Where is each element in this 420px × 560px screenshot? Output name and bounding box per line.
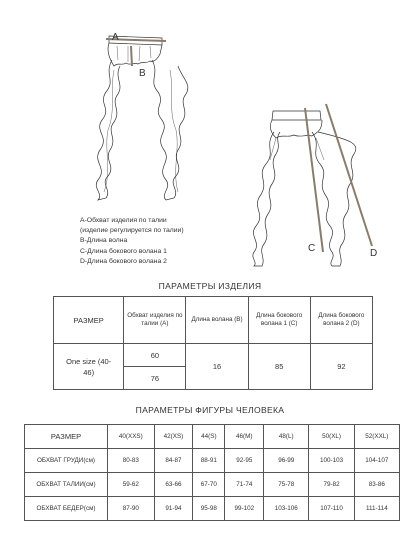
table-cell: 84-87: [154, 449, 193, 473]
table-cell: 71-74: [225, 473, 264, 497]
table-cell: 59-62: [108, 473, 155, 497]
header-ruffle: Длина волана (B): [186, 297, 248, 344]
table-cell: 99-102: [225, 497, 264, 521]
table-row: [54, 344, 373, 367]
table-header-row: [25, 425, 400, 449]
legend-item-b: B-Длина волна: [80, 237, 128, 245]
label-d: D: [370, 248, 378, 259]
waist-max-cell: 76: [124, 367, 186, 390]
table-cell: 103-106: [264, 497, 309, 521]
label-a: A: [112, 32, 119, 43]
row-label: ОБХВАТ БЕДЕР(см): [25, 497, 108, 521]
legend-item-c: C-Длина бокового волана 1: [80, 247, 167, 255]
row-label: ОБХВАТ ТАЛИИ(см): [25, 473, 108, 497]
table-cell: 95-98: [193, 497, 225, 521]
header-size: РАЗМЕР: [25, 425, 108, 449]
size-value: One size (40-46): [66, 356, 112, 377]
product-params-title: ПАРАМЕТРЫ ИЗДЕЛИЯ: [158, 281, 262, 291]
table-cell: 91-94: [154, 497, 193, 521]
table-row: [25, 449, 400, 473]
measurement-legend: [80, 216, 184, 267]
back-view-drawing: [253, 111, 356, 266]
table-cell: 83-86: [354, 473, 399, 497]
header-size: РАЗМЕР: [54, 297, 124, 344]
table-cell: 111-114: [354, 497, 399, 521]
table-row: [25, 497, 400, 521]
legend-item-a-note: (изделие регулируется по талии): [80, 227, 184, 235]
table-cell: 80-83: [108, 449, 155, 473]
size-header: 50(XL): [309, 425, 354, 449]
product-params-table: [53, 296, 373, 390]
size-header: 52(XXL): [354, 425, 399, 449]
label-b: B: [139, 68, 146, 79]
body-params-table: [24, 424, 400, 521]
measure-line-d: [326, 104, 372, 246]
table-cell: 88-91: [193, 449, 225, 473]
side2-cell: 92: [310, 344, 372, 390]
row-label: ОБХВАТ ГРУДИ(см): [25, 449, 108, 473]
legend-item-d: D-Длина бокового волана 2: [80, 257, 167, 265]
label-c: C: [308, 243, 316, 254]
size-header: 48(L): [264, 425, 309, 449]
measure-line-b: [131, 46, 132, 66]
size-header: 46(M): [225, 425, 264, 449]
table-cell: 100-103: [309, 449, 354, 473]
header-side1: Длина бокового волана 1 (С): [248, 297, 310, 344]
table-cell: 63-66: [154, 473, 193, 497]
measure-line-c: [305, 108, 323, 252]
side1-cell: 85: [248, 344, 310, 390]
size-header: 42(XS): [154, 425, 193, 449]
ruffle-cell: 16: [186, 344, 248, 390]
table-row: [25, 473, 400, 497]
table-cell: 96-99: [264, 449, 309, 473]
table-header-row: [54, 297, 373, 344]
front-view-drawing: [96, 36, 188, 200]
table-cell: 79-82: [309, 473, 354, 497]
header-waist: Обхват изделия по талии (А): [124, 297, 186, 344]
table-cell: 87-90: [108, 497, 155, 521]
size-header: 44(S): [193, 425, 225, 449]
table-cell: 104-107: [354, 449, 399, 473]
body-params-title: ПАРАМЕТРЫ ФИГУРЫ ЧЕЛОВЕКА: [135, 405, 285, 415]
table-cell: 92-95: [225, 449, 264, 473]
table-cell: 107-110: [309, 497, 354, 521]
waist-min-cell: 60: [124, 344, 186, 367]
table-cell: 75-78: [264, 473, 309, 497]
size-cell: [54, 344, 124, 390]
legend-item-a: A-Обхват изделия по талии: [80, 217, 167, 224]
header-side2: Длина бокового волана 2 (D): [310, 297, 372, 344]
size-header: 40(XXS): [108, 425, 155, 449]
table-cell: 67-70: [193, 473, 225, 497]
